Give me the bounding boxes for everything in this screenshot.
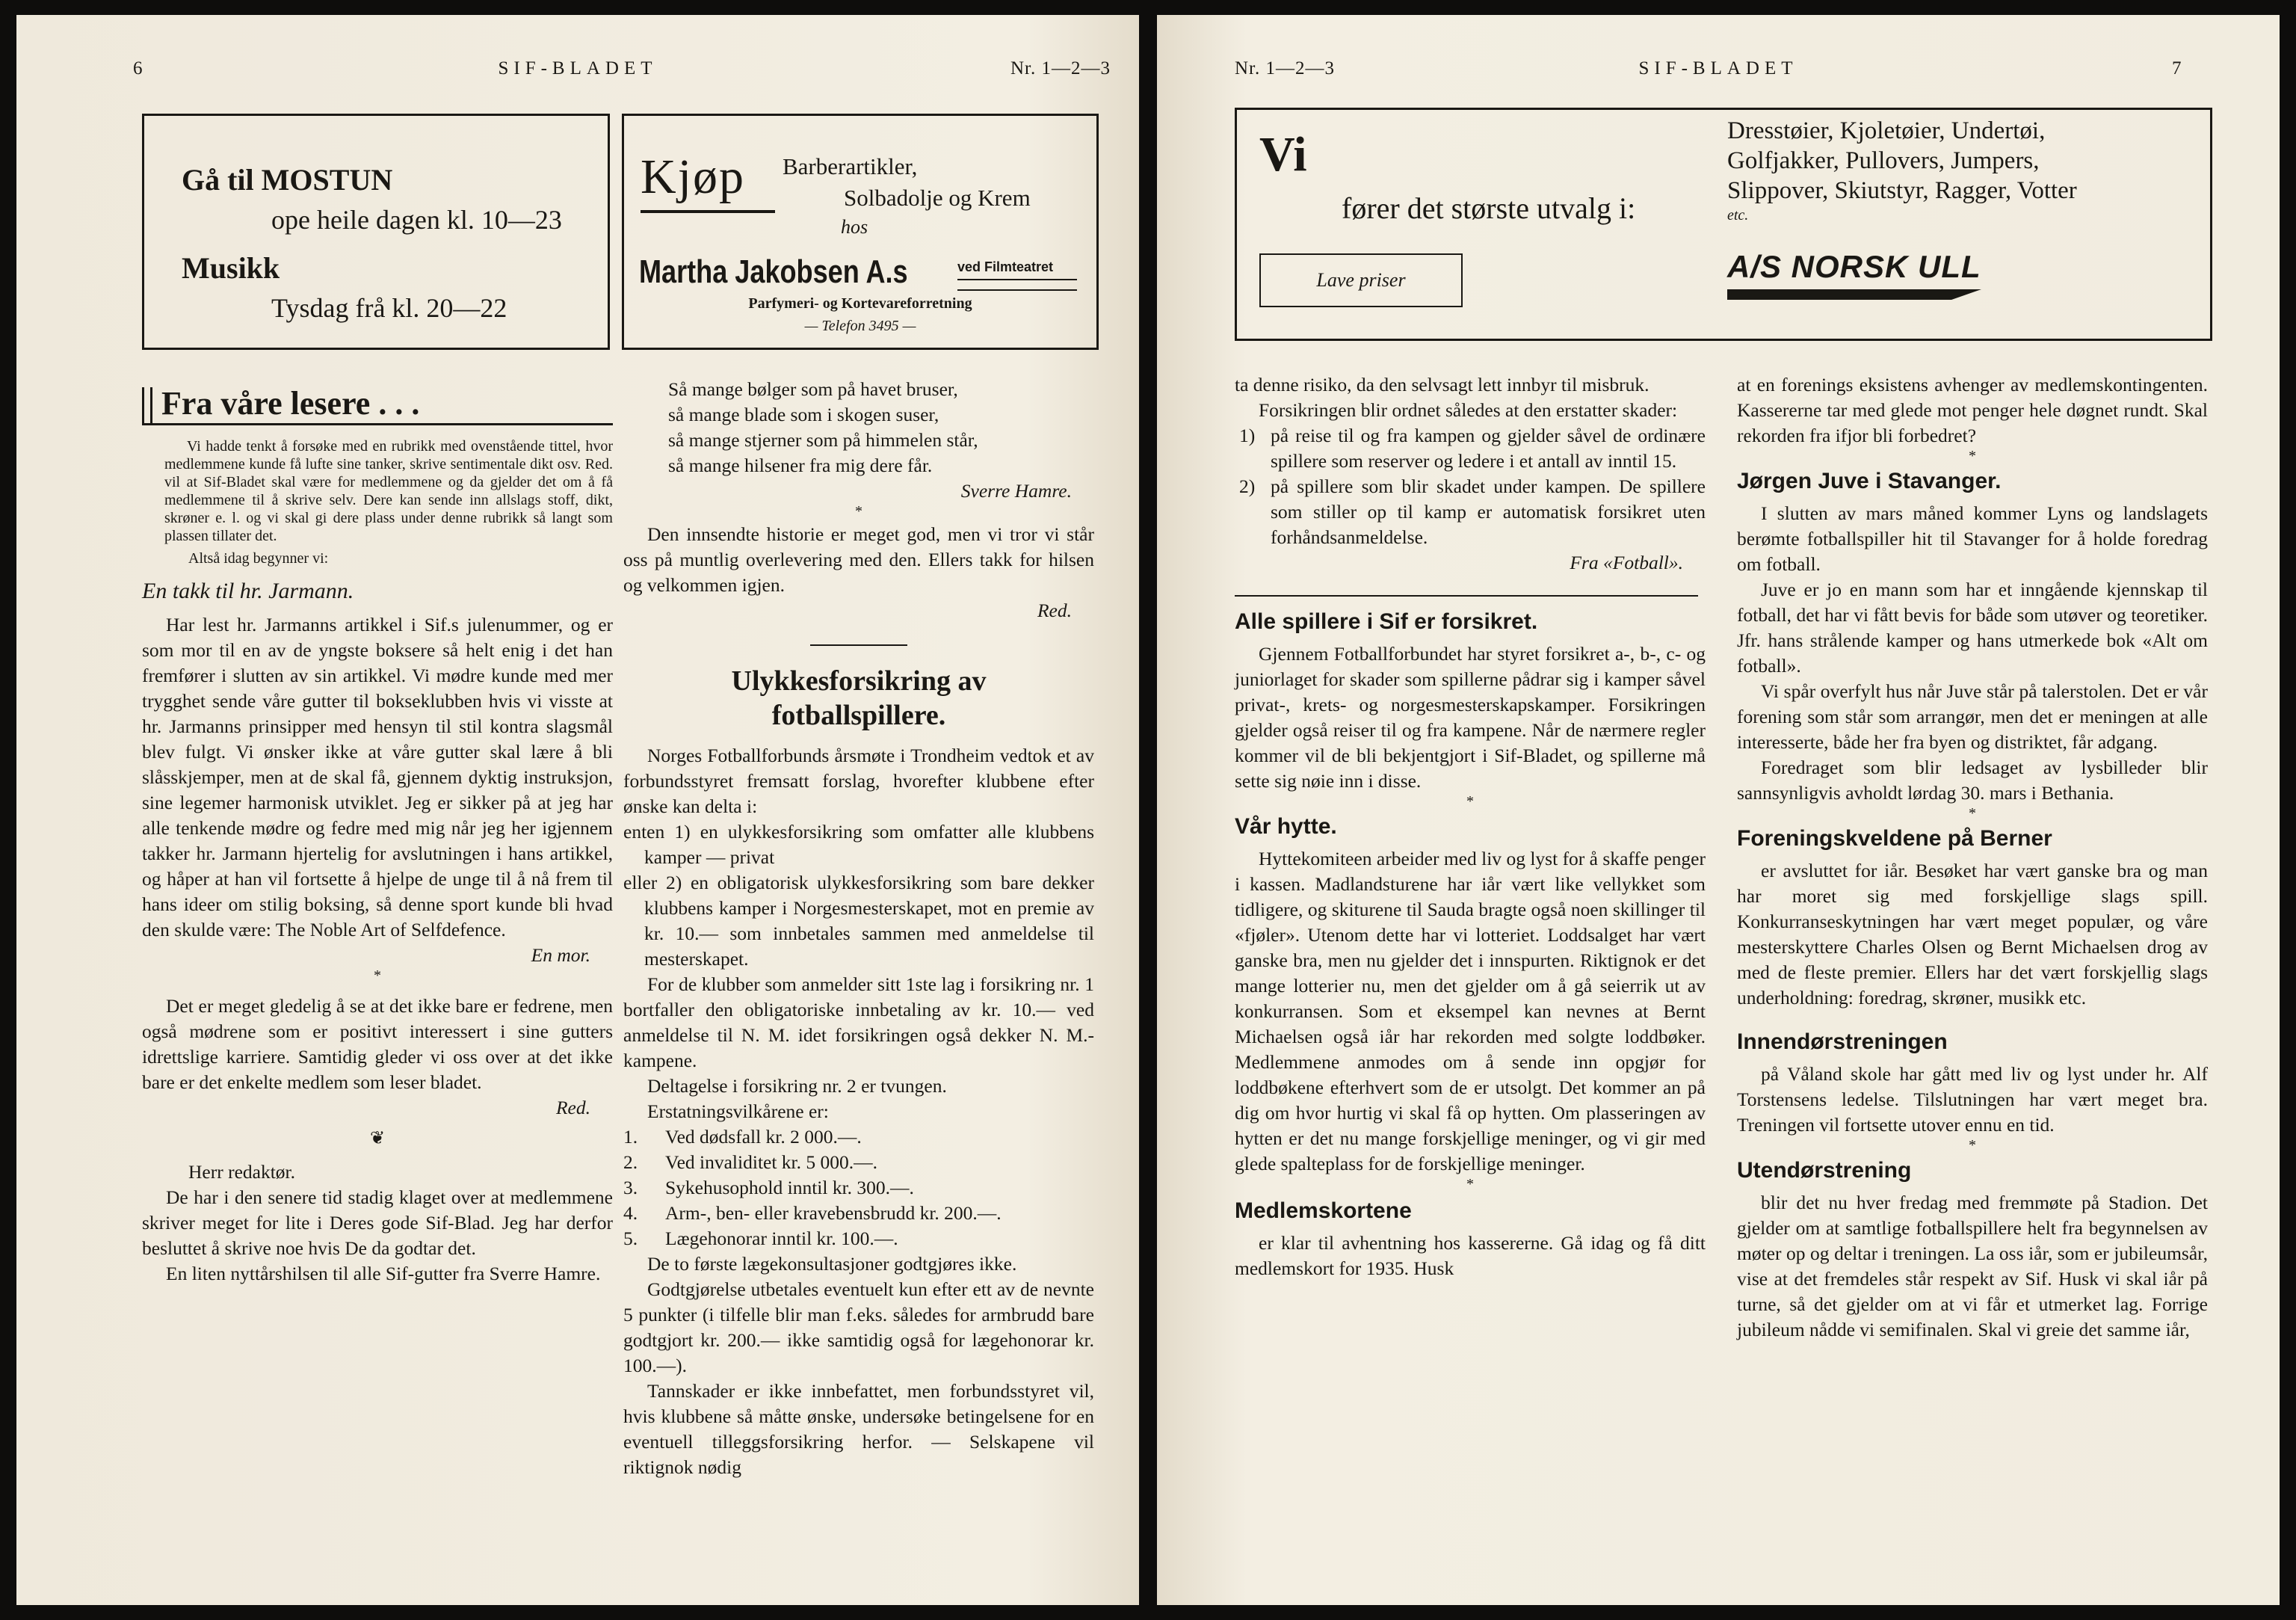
ad-location-rule	[957, 279, 1077, 291]
intro-end: Altså idag begynner vi:	[188, 550, 329, 567]
letter2-body-2: En liten nyttårshilsen til alle Sif-gutter fra Sverre Hamre.	[166, 1263, 601, 1284]
poem-signature: Sverre Hamre.	[960, 480, 1072, 502]
list-item	[623, 1226, 1094, 1251]
heading-jorgen-juve: Jørgen Juve i Stavanger.	[1737, 469, 2002, 493]
continued-paragraph: ta denne risiko, da den selvsagt lett innbyr til misbruk.	[1235, 374, 1650, 395]
heading-utendorstrening: Utendørstrening	[1737, 1158, 1912, 1183]
paragraph-juve: I slutten av mars måned kommer Lyns og landslagets berømte fotballspiller hit til Stavanger for å holde foredrag om fotball.	[1737, 502, 2208, 575]
paragraph-medlemskortene: er klar til avhentning hos kassererne. Gå idag og få ditt medlemskort for 1935. Husk	[1235, 1232, 1706, 1279]
list-item-number: 3.	[623, 1177, 638, 1198]
article-paragraph: Godtgjørelse utbetales eventuelt kun efter ett av de nevnte 5 punkter (i tilfelle blir man f.eks. således for armbrudd bare godtgjort kr. 200.— ikke samtidig også for lægehonorar kr. 100.—).	[623, 1278, 1094, 1376]
list-item-text: Lægehonorar inntil kr. 100.—.	[665, 1228, 898, 1249]
poem-line: så mange stjerner som på himmelen står,	[668, 429, 978, 451]
heading-innendorstreningen: Innendørstreningen	[1737, 1029, 1948, 1054]
ad-martha-jakobsen	[622, 114, 1099, 350]
section-rule	[1235, 595, 1698, 597]
poem-line: så mange hilsener fra mig dere får.	[668, 455, 933, 476]
list-item-text: Ved invaliditet kr. 5 000.—.	[665, 1151, 878, 1173]
ad-mostun	[142, 114, 610, 350]
ad-company-name: Martha Jakobsen A.s	[639, 253, 908, 290]
article-option-2: eller 2) en obligatorisk ulykkesforsikring som bare dekker klubbens kamper i Norgesmesterskapet, mot en premie av kr. 10.— som innbetales sammen med anmeldelse til mesterskapet.	[623, 872, 1094, 970]
ad-hos: hos	[841, 216, 868, 238]
list-item-text: Ved dødsfall kr. 2 000.—.	[665, 1126, 862, 1148]
compensation-list	[623, 1124, 1094, 1251]
letter-body: Har lest hr. Jarmanns artikkel i Sif.s julenummer, og er som mor til en av de yngste boksere så helt enig i det han fremfører i slutten av sin artikkel. Vi mødre kunde med mer trygghet sende våre gutter til bokseklubben hvis vi visste at hr. Jarmanns prinsipper med hensyn til stil kontra slagsmål blev fulgt. Vi ønsker ikke at våre gutter skal lære å bli slåsskjemper, men at de skal få, gjennem dyktig instruksjon, sine legemer harmonisk utviklet. Jeg er sikker på at jeg har alle tenkende mødre og fedre med mig når jeg her igjennem takker hr. Jarmann hjertelig for avslutningen i hans artikkel, og håper at han vil fortsette å hjelpe de unge til å nå frem til hans ideer om stilig boksing, så denne sport kunde bli hvad den skulde være: The Noble Art of Selfdefence.	[142, 614, 613, 940]
paragraph-alle-spillere: Gjennem Fotballforbundet har styret forsikret a-, b-, c- og juniorlaget for skader som spillerne pådrar sig i kamper såvel privat-, krets- og norgesmesterskapskamper. Forsikringen gjelder også reiser til og fra kampene. Når de nærmere regler kommer vil de bli bekjentgjort i Sif-Bladet, og spillerne må sette sig nøie inn i disse.	[1235, 643, 1706, 792]
list-item	[623, 1150, 1094, 1175]
ad-mostun-line4: Tysdag frå kl. 20—22	[271, 293, 507, 323]
ad-norsk-ull	[1235, 108, 2212, 341]
issue-number: Nr. 1—2—3	[1010, 58, 1111, 78]
article-option-1: enten 1) en ulykkesforsikring som omfatter alle klubbens kamper — privat	[623, 821, 1094, 868]
list-item	[1235, 474, 1706, 550]
norsk-ull-logo-swoosh	[1727, 289, 1981, 300]
editor-reply: Den innsendte historie er meget god, men vi tror vi står oss på muntlig overlevering med den. Ellers takk for hilsen og velkommen igjen.	[623, 523, 1094, 596]
article-title	[623, 664, 1094, 733]
editor-signature: Red.	[555, 1097, 590, 1118]
article-title-line-1: Ulykkesforsikring av	[731, 665, 987, 697]
letter2-salutation: Herr redaktør.	[188, 1161, 296, 1183]
list-item-number: 2)	[1239, 475, 1256, 497]
paragraph-var-hytte: Hyttekomiteen arbeider med liv og lyst for å skaffe penger i kassen. Madlandsturene har iår vært like vellykket som tidligere, og skiturene til Sauda bragte også noen skillinger til «fjøler». Utenom dette har vi lotteriet. Loddsalget har vært ganske bra, men nu gjelder det i innspurten. Riktignok er det mange lotterier nu, men det gjelder om å gå seierrik ut av konkurransen. Som et eksempel kan nevnes at Bernt Michaelsen også iår har rekorden med solgte loddbøker. Medlemmene anmodes om å sende inn opgjør for loddbøkene efterhvert som de er utsolgt. Det kommer an på dig om hvor hurtig vi skal få op hytten. Om plasseringen av hytten er det nu mange forskjellige meninger, og vi gir med glede spalteplass for de forskjellige meninger.	[1235, 848, 1706, 1174]
heading-foreningskveldene: Foreningskveldene på Berner	[1737, 826, 2052, 851]
poem-line: så mange blade som i skogen suser,	[668, 404, 939, 425]
list-item	[623, 1201, 1094, 1226]
paragraph-juve: Foredraget som blir ledsaget av lysbilleder blir sannsynligvis avholdt lørdag 30. mars i Bethania.	[1737, 757, 2208, 804]
list-item-number: 4.	[623, 1202, 638, 1224]
right-column-1	[1235, 372, 1706, 1281]
section-header-bars	[142, 387, 152, 423]
issue-number: Nr. 1—2—3	[1235, 58, 1335, 78]
paragraph-juve: Vi spår overfylt hus når Juve står på talerstolen. Det er vår forening som står som arrangør, men det er meningen at alle interesserte, både her fra byen og distriktet, får adgang.	[1737, 680, 2208, 753]
heading-alle-spillere: Alle spillere i Sif er forsikret.	[1235, 609, 1538, 634]
left-page	[16, 15, 1139, 1605]
page-number: 7	[2172, 58, 2182, 78]
star-separator: *	[1466, 1176, 1474, 1192]
poem-line: Så mange bølger som på havet bruser,	[668, 378, 958, 400]
star-separator: *	[1969, 448, 1976, 464]
star-separator: *	[855, 503, 862, 520]
letter-title: En takk til hr. Jarmann.	[142, 579, 354, 603]
list-item-number: 5.	[623, 1228, 638, 1249]
paragraph-foreningskveldene: er avsluttet for iår. Besøket har vært ganske bra og man har moret sig med forskjellige slags spill. Konkurranseskytningen har vært meget populær, og våre mesterskyttere Charles Olsen og Bernt Michaelsen drog av med de fleste premier. Ellers har det vært forskjellig slags underholdning: foredrag, skrøner, musikk etc.	[1737, 860, 2208, 1008]
ad-vi: Vi	[1259, 127, 1307, 182]
ad-lave-priser-box	[1259, 253, 1463, 307]
right-page	[1157, 15, 2280, 1605]
norsk-ull-logo: A/S NORSK ULL	[1727, 249, 1981, 284]
list-item-text: Arm-, ben- eller kravebensbrudd kr. 200.—.	[665, 1202, 1002, 1224]
ad-mostun-line1: Gå til MOSTUN	[182, 163, 393, 197]
article-paragraph: Norges Fotballforbunds årsmøte i Trondheim vedtok et av forbundsstyret fremsatt forslag, hvorefter klubbene efter ønske kan delta i:	[623, 745, 1094, 817]
ad-mostun-line2: ope heile dagen kl. 10—23	[271, 205, 562, 235]
right-column-2	[1737, 372, 2208, 1343]
ad-items-1: Barberartikler,	[783, 153, 918, 179]
insurance-list	[1235, 423, 1706, 550]
editor-reply-signature: Red.	[1037, 600, 1072, 621]
list-item-number: 1.	[623, 1126, 638, 1148]
ad-items-2: Solbadolje og Krem	[844, 185, 1031, 211]
letter2-body: De har i den senere tid stadig klaget over at medlemmene skriver meget for lite i Deres gode Sif-Blad. Jeg har derfor besluttet å skrive noe hvis De da godtar det.	[142, 1186, 613, 1259]
ad-forer-text: fører det største utvalg i:	[1342, 191, 1636, 225]
star-separator: *	[1969, 1137, 1976, 1154]
left-column-2	[623, 377, 1094, 1480]
ad-location: ved Filmteatret	[957, 259, 1054, 274]
left-column-1	[142, 374, 613, 1287]
paragraph-utendorstrening: blir det nu hver fredag med fremmøte på Stadion. Det gjelder om at samtlige fotballspillere helt fra begynnelsen av møter op og deltar i treningen. La oss iår, som er jubileumsår, vise at det fremdeles står respekt av Sif. Husk vi skal iår på turne, så det gjelder om at vi får et utmerket lag. Forrige jubileum nådde vi semifinalen. Skal vi greie det samme iår,	[1737, 1192, 2208, 1340]
list-item	[623, 1175, 1094, 1201]
intro-text: Vi hadde tenkt å forsøke med en rubrikk med ovenstående tittel, hvor medlemmene kunde få lufte sine tanker, skrive sentimentale dikt osv. Red. vil at Sif-Bladet skal være for medlemmene og da gjelder det om å få medlemmene til å skrive selv. Dere kan sende inn allslags stoff, dikt, skrøner e. l. og vi skal gi dere plass under denne rubrikk så langt som plassen tillater det.	[164, 438, 613, 544]
heading-var-hytte: Vår hytte.	[1235, 814, 1337, 839]
section-title: Fra våre lesere . . .	[161, 385, 420, 422]
ad-phone: — Telefon 3495 —	[804, 318, 916, 334]
section-header	[142, 374, 613, 425]
list-item-text: på spillere som blir skadet under kampen. De spillere som stiller op til kamp er automatisk forsikret uten forhåndsanmeldelse.	[1271, 475, 1706, 548]
running-title: SIF-BLADET	[498, 58, 658, 78]
ad-etc: etc.	[1727, 207, 1749, 224]
ad-goods	[1727, 116, 2077, 225]
page-number: 6	[133, 58, 144, 78]
ornament-icon: ❦	[369, 1129, 386, 1148]
article-paragraph: De to første lægekonsultasjoner godtgjøres ikke.	[647, 1253, 1017, 1275]
star-separator: *	[374, 967, 381, 984]
section-rule	[810, 644, 907, 646]
article-paragraph: Tannskader er ikke innbefattet, men forbundsstyret vil, hvis klubbene så måtte ønske, undersøke betingelsene for en eventuell tilleggsforsikring herfor. — Selskapene vil riktignok nødig	[623, 1380, 1094, 1478]
list-item-text: Sykehusophold inntil kr. 300.—.	[665, 1177, 914, 1198]
heading-medlemskortene: Medlemskortene	[1235, 1198, 1412, 1223]
letter-signature: En mor.	[531, 944, 590, 966]
editor-comment: Det er meget gledelig å se at det ikke bare er fedrene, men også mødrene som er positivt interessert i sine gutters idrettslige karriere. Samtidig gleder vi oss over at det ikke bare er det enkelte medlem som leser bladet.	[142, 995, 613, 1093]
article-paragraph: Erstatningsvilkårene er:	[647, 1100, 829, 1122]
ad-kjop-underline	[641, 210, 775, 213]
insurance-paragraph: Forsikringen blir ordnet således at den erstatter skader:	[1259, 399, 1678, 421]
ad-goods-line: Slippover, Skiutstyr, Ragger, Votter	[1727, 177, 2077, 204]
list-item-number: 2.	[623, 1151, 638, 1173]
paragraph-juve: Juve er jo en mann som har et inngående kjennskap til fotball, det har vi fått bevis for både som utøver og teoretiker. Jfr. hans strålende kamper og hans utmerkede bok «Alt om fotball».	[1737, 579, 2208, 677]
poem	[623, 377, 1094, 478]
running-title: SIF-BLADET	[1638, 58, 1798, 78]
ad-mostun-line3: Musikk	[182, 251, 280, 285]
star-separator: *	[1466, 793, 1474, 810]
paragraph-innendorstreningen: på Våland skole har gått med liv og lyst under hr. Alf Torstensens ledelse. Tilslutningen har vært meget bra. Treningen vil fortsette utover ennu en tid.	[1737, 1063, 2208, 1136]
article-paragraph: Deltagelse i forsikring nr. 2 er tvungen.	[647, 1075, 947, 1097]
article-title-line-2: fotballspillere.	[771, 700, 946, 731]
list-item-number: 1)	[1239, 425, 1256, 446]
source-credit: Fra «Fotball».	[1570, 552, 1683, 573]
list-item	[623, 1124, 1094, 1150]
list-item	[1235, 423, 1706, 474]
ad-kjop: Kjøp	[641, 150, 745, 204]
ad-goods-line: Dresstøier, Kjoletøier, Undertøi,	[1727, 117, 2046, 144]
star-separator: *	[1969, 805, 1976, 822]
ad-subtitle: Parfymeri- og Kortevareforretning	[748, 295, 972, 312]
list-item-text: på reise til og fra kampen og gjelder såvel de ordinære spillere som reserver og ledere i et antall av inntil 15.	[1271, 425, 1706, 472]
ad-goods-line: Golfjakker, Pullovers, Jumpers,	[1727, 147, 2040, 174]
article-paragraph: For de klubber som anmelder sitt 1ste lag i forsikring nr. 1 bortfaller den obligatoriske innbetaling av kr. 10.— ved anmeldelse til N. M. idet forsikringen også dekker N. M.-kampene.	[623, 973, 1094, 1071]
ad-lave-priser: Lave priser	[1316, 269, 1406, 291]
continued-paragraph: at en forenings eksistens avhenger av medlemskontingenten. Kassererne tar med glede mot penger hele døgnet rundt. Skal rekorden fra ifjor bli forbedret?	[1737, 374, 2208, 446]
